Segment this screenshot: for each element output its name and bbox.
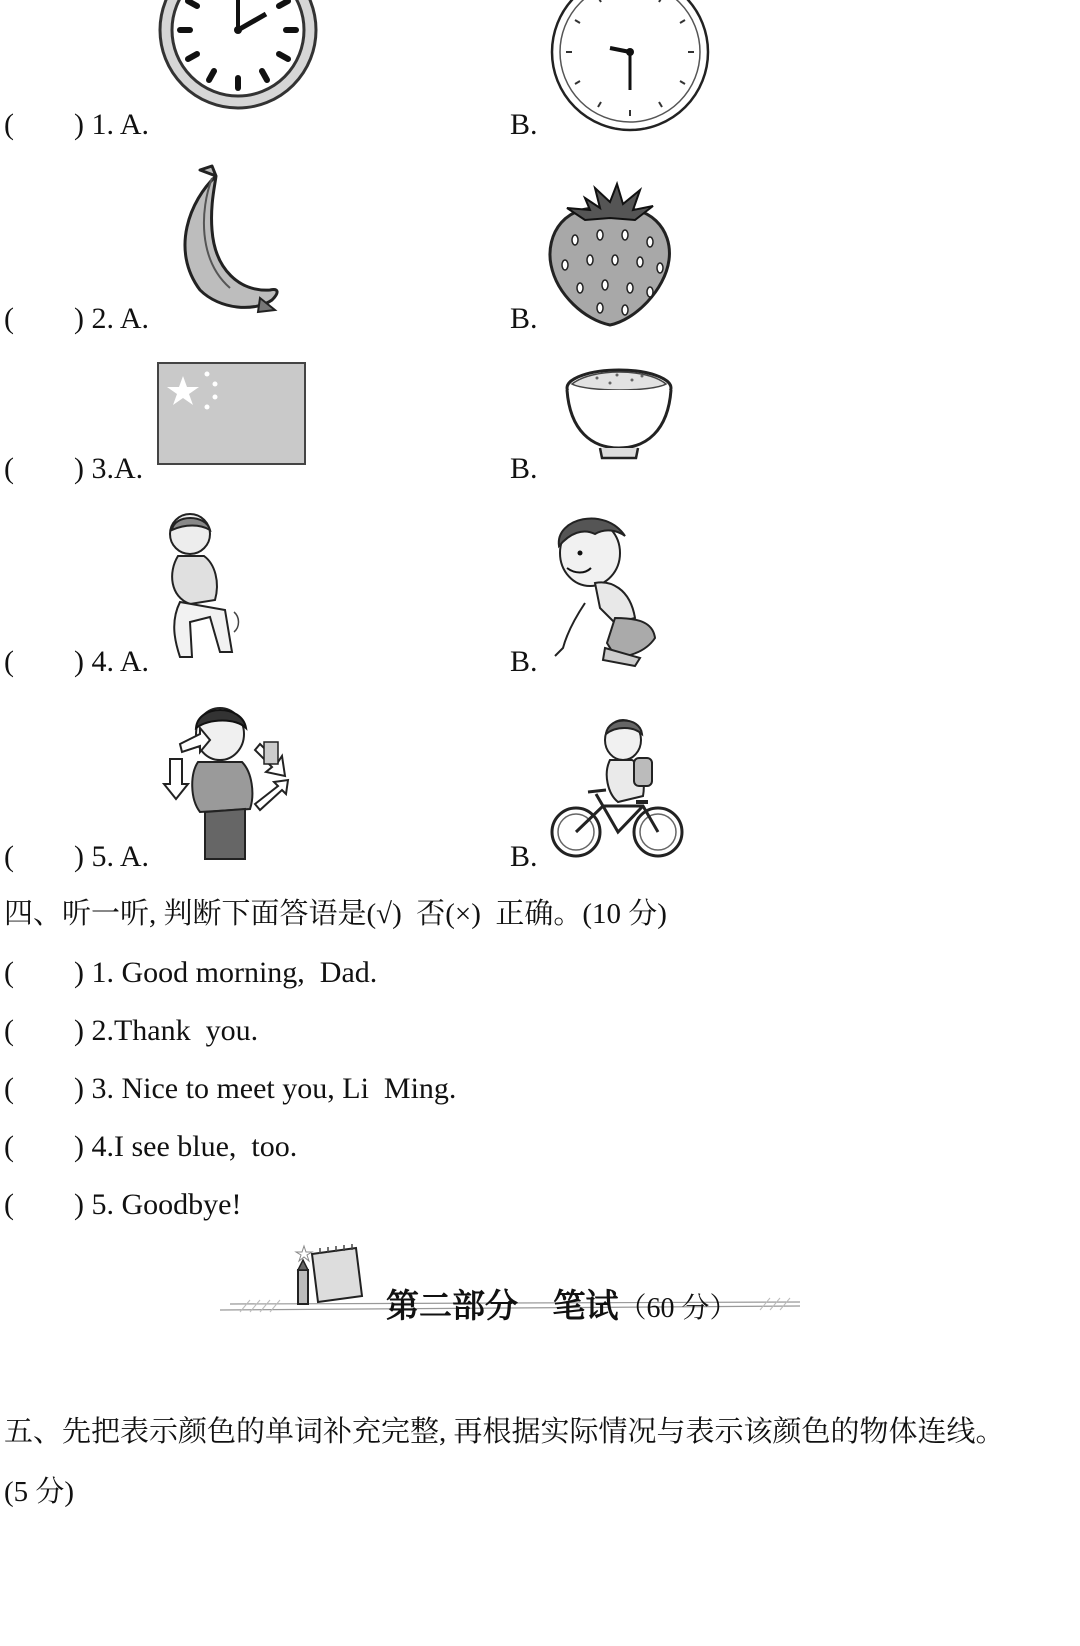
question-1-option-b: B.	[510, 108, 538, 141]
boy-riding-bike-icon	[548, 714, 688, 864]
section-5-score: (5 分)	[4, 1476, 75, 1508]
clock-two-oclock-icon	[158, 0, 318, 130]
section-4-item-1: ( ) 1. Good morning, Dad.	[4, 956, 378, 989]
question-1-label: ( ) 1. A.	[4, 108, 149, 141]
notebook-pencil-icon	[290, 1240, 370, 1310]
section-4-item-5: ( ) 5. Goodbye!	[4, 1188, 242, 1221]
section-4-item-4: ( ) 4.I see blue, too.	[4, 1130, 298, 1163]
boy-sitting-icon	[160, 512, 245, 667]
section-4-item-3: ( ) 3. Nice to meet you, Li Ming.	[4, 1072, 457, 1105]
strawberry-icon	[545, 180, 675, 330]
part-2-heading	[378, 1262, 737, 1327]
question-4-label: ( ) 4. A.	[4, 645, 149, 678]
clock-nine-thirty-icon	[550, 0, 715, 130]
question-5-option-b: B.	[510, 840, 538, 873]
part-2-title: 第二部分 笔试	[386, 1286, 619, 1325]
question-3-option-b: B.	[510, 452, 538, 485]
question-2-label: ( ) 2. A.	[4, 302, 149, 335]
question-2-option-b: B.	[510, 302, 538, 335]
question-4-option-b: B.	[510, 645, 538, 678]
question-5-label: ( ) 5. A.	[4, 840, 149, 873]
boy-turning-around-icon	[160, 704, 290, 864]
banana-icon	[160, 160, 290, 320]
section-5-title: 五、先把表示颜色的单词补充完整, 再根据实际情况与表示该颜色的物体连线。	[4, 1416, 1005, 1448]
section-4-item-2: ( ) 2.Thank you.	[4, 1014, 259, 1047]
china-flag-icon	[157, 362, 307, 466]
section-4-title: 四、听一听, 判断下面答语是(√) 否(×) 正确。(10 分)	[4, 898, 667, 930]
question-3-label: ( ) 3.A.	[4, 452, 144, 485]
boy-crouching-icon	[545, 508, 665, 668]
part-2-score: （60 分）	[618, 1293, 738, 1324]
rice-bowl-icon	[562, 366, 677, 462]
